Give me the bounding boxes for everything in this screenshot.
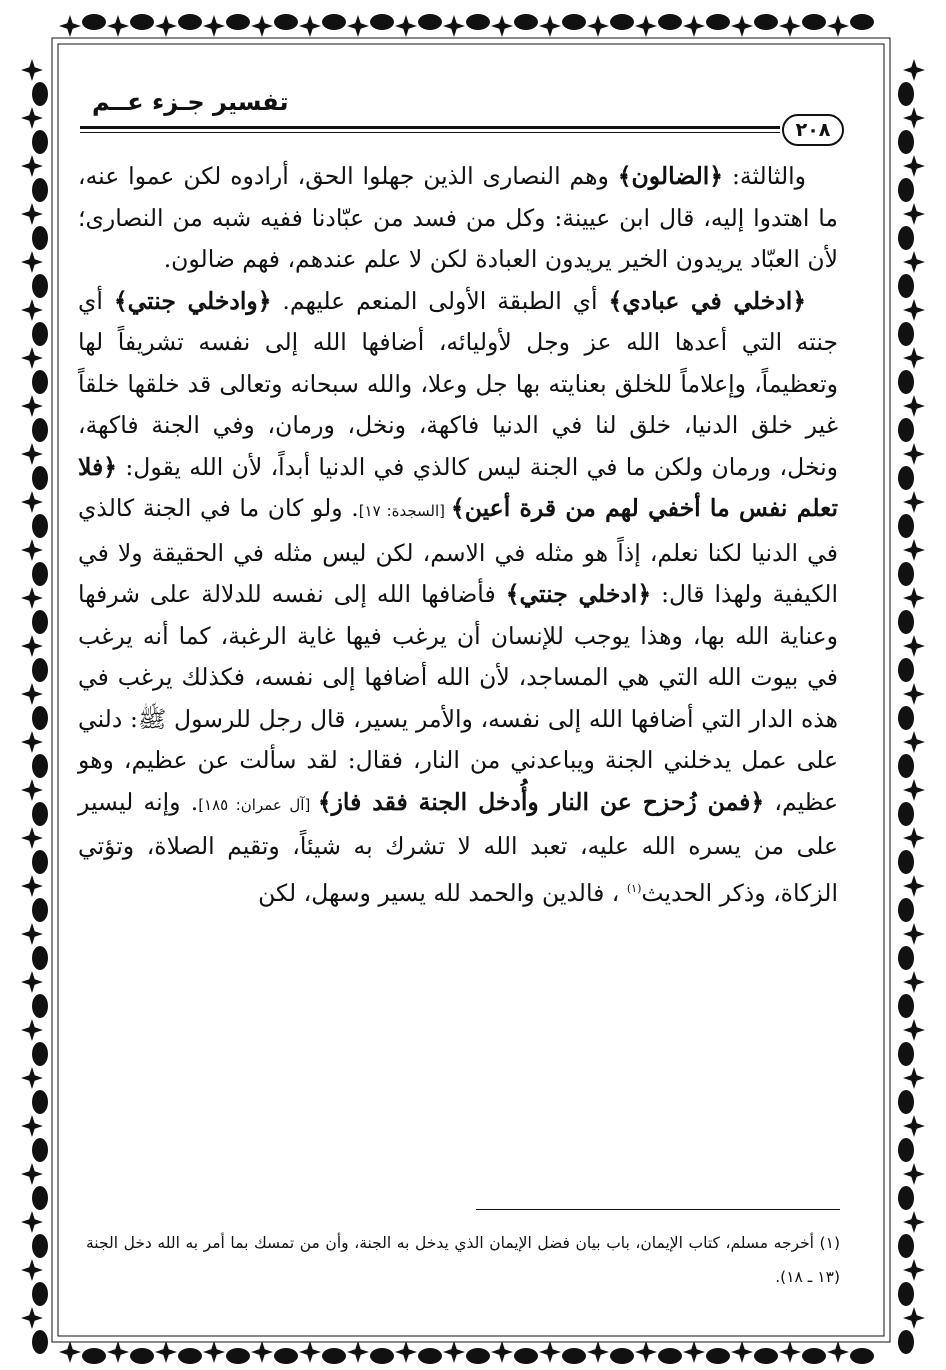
running-header-title: تفسير جـزء عــم [92, 88, 289, 116]
header-rule-thin [80, 132, 780, 133]
footnote-marker: (١) [626, 881, 642, 895]
text-run: . وإنه ليسير على من يسره الله عليه، تعبد الله لا تشرك به شيئاً، وتقيم الصلاة، وتؤتي الزكاة، وذكر الحديث [78, 787, 838, 907]
header-rule [80, 126, 780, 129]
text-run: والثالثة: [723, 162, 807, 190]
text-run: وهم النصارى الذين جهلوا الحق، أرادوه لكن عموا عنه، ما اهتدوا إليه، قال ابن عيينة: وكل من فسد من عبّادنا ففيه شبه من النصارى؛ لأن العبّاد يريدون الخير يريدون العبادة لكن لا علم عندهم، فهم ضالون. [78, 162, 838, 273]
quran-quote: ﴿الضالون﴾ [617, 162, 724, 190]
text-run: . ولو كان ما في الجنة كالذي في الدنيا لكنا نعلم، إذاً هو مثله في الاسم، لكن ليس مثله في الحقيقة ولا في الكيفية ولهذا قال: [78, 494, 838, 608]
text-run: أي الطبقة الأولى المنعم عليهم. [271, 286, 609, 315]
verse-reference: [السجدة: ١٧] [358, 502, 451, 520]
quran-quote: ﴿فمن زُحزح عن النار وأُدخل الجنة فقد فاز﴾ [317, 787, 765, 816]
footnote: (١) أخرجه مسلم، كتاب الإيمان، باب بيان فضل الإيمان الذي يدخل به الجنة، وأن من تمسك بما أمر به الله دخل الجنة (١٣ ـ ١٨). [86, 1234, 840, 1286]
paragraph [78, 156, 838, 281]
text-run: فأضافها الله إلى نفسه للدلالة على شرفها وعناية الله بها، وهذا يوجب للإنسان أن يرغب فيها غاية الرغبة، كما أنه يرغب في بيوت الله التي هي المساجد، لأن الله أضافها إلى نفسه، فكذلك يرغب في هذه الدار التي أضافها الله إلى نفسه، والأمر يسير، قال رجل للرسول ﷺ: دلني على عمل يدخلني الجنة ويباعدني من النار، فقال: لقد سألت عن عظيم، وهو عظيم، [78, 580, 838, 816]
page-number: ٢٠٨ [782, 114, 844, 146]
verse-reference: [آل عمران: ١٨٥] [198, 795, 318, 814]
text-run: ، فالدين والحمد لله يسير وسهل، لكن [258, 878, 627, 907]
main-text [78, 156, 838, 914]
quran-quote: ﴿فلا تعلم نفس ما أخفي لهم من قرة أعين﴾ [78, 452, 838, 522]
text-run: أي جنته التي أعدها الله عز وجل لأوليائه، أضافها الله إلى نفسه تشريفاً لها وتعظيماً، وإعلاماً للخلق بعنايته بها جل وعلا، والله سبحانه وتعالى قد خلقها خلقاً غير خلق الدنيا، خلق لنا في الدنيا فاكهة، ونخل، ورمان، وفي الجنة فاكهة، ونخل، ورمان ولكن ما في الجنة ليس كالذي في الدنيا أبداً، لأن الله يقول: [78, 286, 838, 481]
footnote-separator [476, 1209, 840, 1210]
paragraph [78, 281, 838, 914]
quran-quote: ﴿ادخلي جنتي﴾ [505, 580, 652, 608]
quran-quote: ﴿وادخلي جنتي﴾ [113, 286, 272, 315]
quran-quote: ﴿ادخلي في عبادي﴾ [608, 286, 806, 315]
